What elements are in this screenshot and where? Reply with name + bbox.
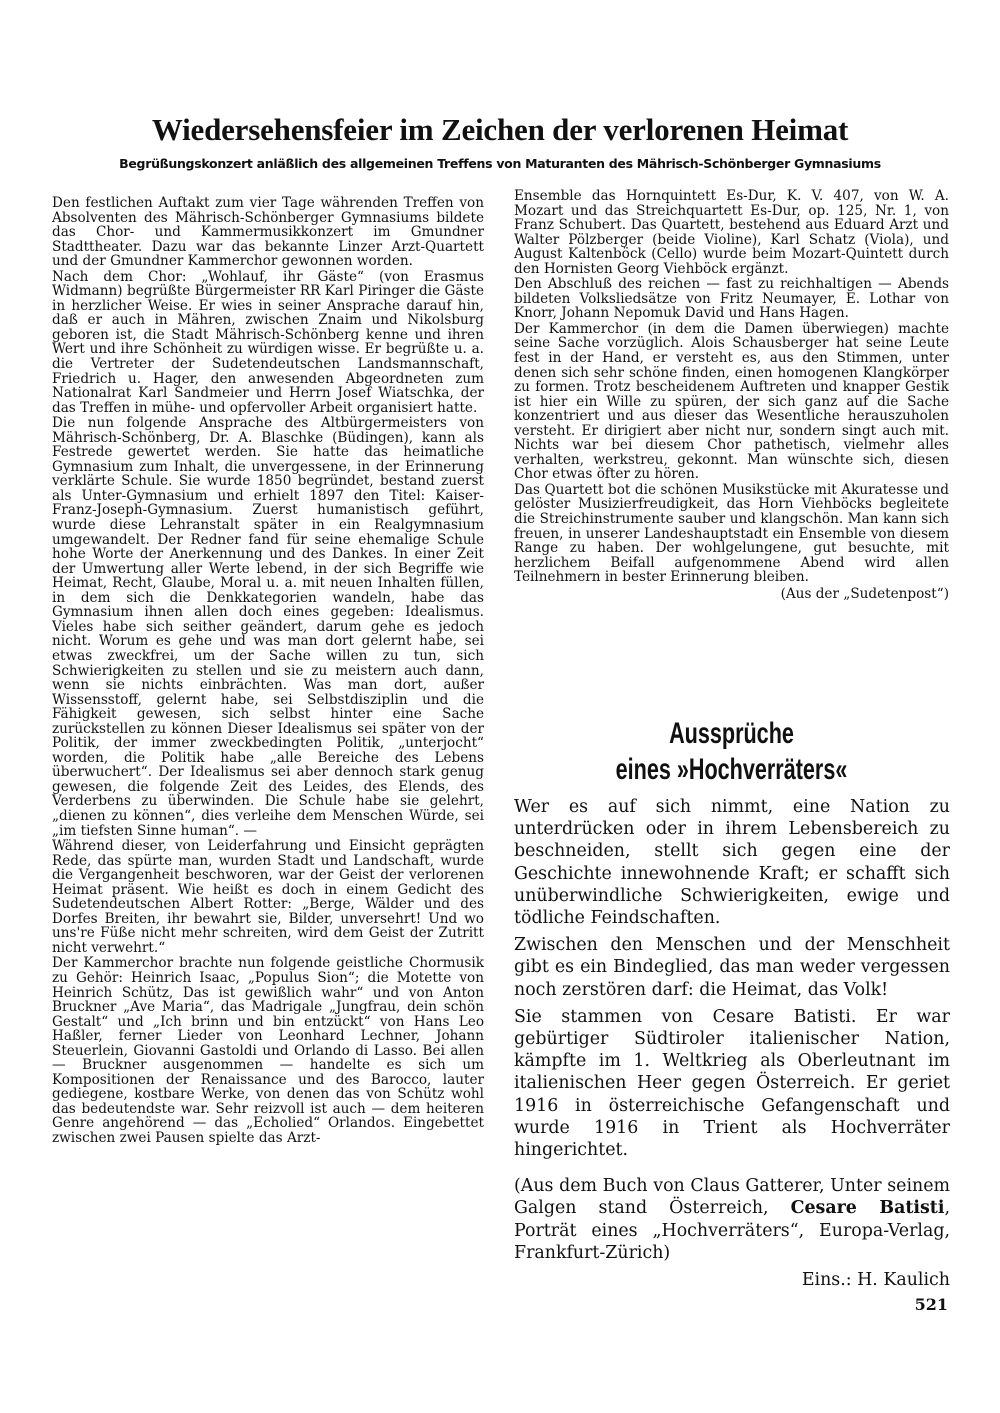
quote-paragraph: Wer es auf sich nimmt, eine Nation zu unterdrücken oder in ihrem Lebensbereich zu beschneiden, stellt sich gegen eine der Geschichte innewohnende Kraft; er schafft sich unüberwindliche Schwierigkeiten, ewige und tödliche Feindschaften.: [514, 797, 950, 929]
paragraph: Den festlichen Auftakt zum vier Tage währenden Treffen von Absolventen des Mährisch-Schönberger Gymnasiums bildete das Chor- und Kammermusikkonzert im Gmundner Stadttheater. Dazu war das bekannte Linzer Arzt-Quartett und der Gmundner Kammerchor gewonnen worden.: [52, 195, 484, 270]
quotes-heading-line1: Aussprüche: [669, 717, 794, 750]
ref-bold-name: Cesare Batisti: [790, 1198, 945, 1219]
page-number: 521: [914, 1295, 948, 1314]
quote-paragraph: Zwischen den Menschen und der Menschheit gibt es ein Bindeglied, das man weder vergessen noch zerstören darf: die Heimat, das Volk!: [514, 935, 950, 1000]
paragraph: Ensemble das Hornquintett Es-Dur, K. V. 407, von W. A. Mozart und das Streichquartett Es-Dur, op. 125, Nr. 1, von Franz Schubert. Das Quartett, bestehend aus Eduard Arzt und Walter Pölzberger (beide Violine), Karl Schatz (Viola), und August Kaltenböck (Cello) wurde beim Mozart-Quintett durch den Hornisten Georg Viehböck ergänzt.: [514, 188, 949, 277]
signature: Eins.: H. Kaulich: [801, 1270, 950, 1291]
quote-paragraph: Sie stammen von Cesare Batisti. Er war gebürtiger Südtiroler italienischer Nation, kämpfte im 1. Weltkrieg als Oberleutnant im italienischen Heer gegen Österreich. Er geriet 1916 in österreichische Gefangenschaft und wurde 1916 in Trient als Hochverräter hingerichtet.: [514, 1006, 950, 1161]
paragraph: Der Kammerchor (in dem die Damen überwiegen) machte seine Sache vorzüglich. Alois Schausberger hat seine Leute fest in der Hand, er versteht es, aus den Stimmen, unter denen sich sehr schöne finden, einen homogenen Klangkörper zu formen. Trotz bescheidenem Auftreten und knapper Gestik ist hier ein Wille zu spüren, der sich ganz auf die Sache konzentriert und aus dieser das Wesentliche herauszuholen versteht. Er dirigiert aber nicht nur, sondern singt auch mit. Nichts war bei diesem Chor pathetisch, vielmehr alles verhalten, werkstreu, gekonnt. Man wünschte sich, diesen Chor etwas öfter zu hören.: [514, 320, 949, 483]
article-left-column: [52, 196, 484, 1147]
article-right-column: [514, 189, 949, 601]
ref-text: , Porträt eines „Hochverräters“, Europa-Verlag, Frankfurt-Zürich): [514, 1198, 950, 1263]
article-source: (Aus der „Sudetenpost“): [780, 585, 949, 602]
paragraph: Den Abschluß des reichen — fast zu reichhaltigen — Abends bildeten Volksliedsätze von Fritz Neumayer, E. Lothar von Knorr, Johann Nepomuk David und Hans Hagen.: [514, 276, 949, 322]
article-title: Wiedersehensfeier im Zeichen der verlorenen Heimat: [151, 112, 849, 147]
book-reference: [514, 1175, 950, 1264]
paragraph: Der Kammerchor brachte nun folgende geistliche Chormusik zu Gehör: Heinrich Isaac, „Populus Sion“; die Motette von Heinrich Schütz, Das ist gewißlich wahr“ und von Anton Bruckner „Ave Maria“, das Madrigale „Jungfrau, dein schön Gestalt“ und „Ich brinn und bin entzückt“ von Hans Leo Haßler, ferner Lieder von Leonhard Lechner, Johann Steuerlein, Giovanni Gastoldi und Orlando di Lasso. Bei allen — Bruckner ausgenommen — handelte es sich um Kompositionen der Renaissance und des Barocco, lauter gediegene, kostbare Werke, von denen das von Schütz wohl das bedeutendste war. Sehr reizvoll ist auch — dem heiteren Genre angehörend — das „Echolied“ Orlandos. Eingebettet zwischen zwei Pausen spielte das Arzt-: [52, 955, 484, 1146]
paragraph: Während dieser, von Leiderfahrung und Einsicht geprägten Rede, das spürte man, wurden Stadt und Landschaft, wurde die Vergangenheit beschworen, war der Geist der verlorenen Heimat präsent. Wie heißt es doch in einem Gedicht des Sudetendeutschen Albert Rotter: „Berge, Wälder und des Dorfes Breiten, ihr bewahrt sie, Bilder, unversehrt! Und wo uns're Füße nicht mehr schreiten, wird dem Geist der Zutritt nicht verwehrt.“: [52, 838, 484, 956]
paragraph: Das Quartett bot die schönen Musikstücke mit Akuratesse und gelöster Musizierfreudigkeit, das Horn Viehböcks begleitete die Streichinstrumente sauber und klangschön. Man kann sich freuen, in unserer Landeshauptstadt ein Ensemble von diesem Range zu haben. Der wohlgelungene, gut besuchte, mit herzlichem Beifall aufgenommene Abend wird allen Teilnehmern in bester Erinnerung bleiben.: [514, 481, 949, 586]
paragraph: Nach dem Chor: „Wohlauf, ihr Gäste“ (von Erasmus Widmann) begrüßte Bürgermeister RR Karl Piringer die Gäste in herzlicher Weise. Er wies in seiner Ansprache darauf hin, daß er auch in Mähren, zwischen Znaim und Nikolsburg geboren ist, die Stadt Mährisch-Schönberg kenne und ihren Wert und ihre Schönheit zu würdigen wisse. Er begrüßte u. a. die Vertreter der Sudetendeutschen Landsmannschaft, Friedrich u. Hager, den anwesenden Abgeordneten zum Nationalrat Karl Sandmeier und Herrn Josef Wiatschka, der das Treffen in mühe- und opfervoller Arbeit organisiert hatte.: [52, 268, 484, 416]
quotes-heading: [575, 716, 888, 788]
article-subtitle: Begrüßungskonzert anläßlich des allgemeinen Treffens von Maturanten des Mährisch-Schönberger Gymnasiums: [119, 156, 881, 171]
quotes-heading-line2: eines »Hochverräters«: [615, 753, 848, 786]
quotes-body: [514, 796, 950, 1291]
ref-text: (Aus dem Buch von Claus Gatterer, Unter seinem Galgen stand Österreich,: [514, 1176, 950, 1219]
paragraph: Die nun folgende Ansprache des Altbürgermeisters von Mährisch-Schönberg, Dr. A. Blaschke (Büdingen), kann als Festrede gewertet werden. Sie hatte das heimatliche Gymnasium zum Inhalt, die unvergessene, in der Erinnerung verklärte Schule. Sie wurde 1850 begründet, bestand zuerst als Unter-Gymnasium und erhielt 1897 den Titel: Kaiser-Franz-Joseph-Gymnasium. Zuerst humanistisch geführt, wurde diese Lehranstalt später in ein Realgymnasium umgewandelt. Der Redner fand für seine ehemalige Schule hohe Worte der Anerkennung und des Dankes. In einer Zeit der Umwertung aller Werte lebend, in der sich Begriffe wie Heimat, Recht, Glaube, Moral u. a. mit neuen Inhalten füllen, in dem sich die Denkkategorien wandeln, habe das Gymnasium ihnen allen doch eines gegeben: Idealismus. Vieles habe sich seither geändert, darum gehe es jedoch nicht. Worum es gehe und was man dort gelernt habe, sei etwas zweckfrei, um der Sache willen zu tun, sich Schwierigkeiten zu stellen und sie zu meistern auch dann, wenn sie nichts einbrächten. Was man dort, außer Wissensstoff, gelernt habe, sei Selbstdisziplin und die Fähigkeit gewesen, sich selbst hinter eine Sache zurückstellen zu können Dieser Idealismus sei später von der Politik, der immer zweckbedingten Politik, „unterjocht“ worden, die Politik habe „alle Bereiche des Lebens überwuchert“. Der Idealismus sei aber dennoch stark genug gewesen, die folgende Zeit des Leides, des Elends, des Verderbens zu überwinden. Die Schule habe sie gelehrt, „dienen zu können“, dies verleihe dem Menschen Würde, sei „im tiefsten Sinne human“. —: [52, 415, 484, 839]
